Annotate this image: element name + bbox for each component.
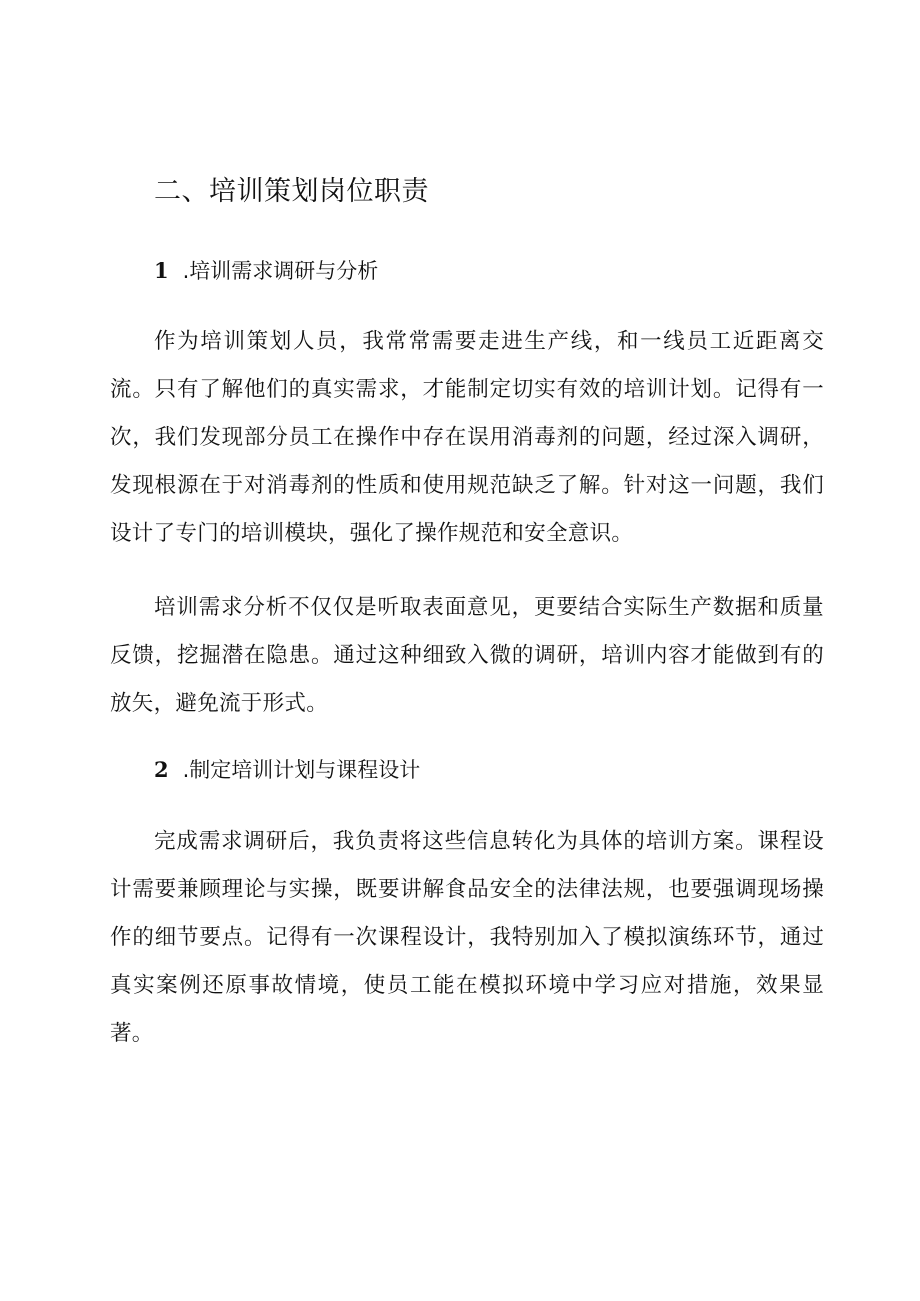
subsection-title-1: .培训需求调研与分析: [182, 259, 379, 283]
subsection-number-2: 2: [154, 757, 169, 782]
subsection-heading-2: [154, 757, 420, 783]
paragraph-needs-research: 作为培训策划人员，我常常需要走进生产线，和一线员工近距离交流。只有了解他们的真实需求，才能制定切实有效的培训计划。记得有一次，我们发现部分员工在操作中存在误用消毒剂的问题，经过深入调研，发现根源在于对消毒剂的性质和使用规范缺乏了解。针对这一问题，我们设计了专门的培训模块，强化了操作规范和安全意识。: [110, 329, 824, 546]
subsection-number-1: 1: [154, 258, 169, 283]
section-title: 二、培训策划岗位职责: [154, 176, 429, 207]
subsection-title-2: .制定培训计划与课程设计: [182, 758, 421, 782]
paragraph-course-design: 完成需求调研后，我负责将这些信息转化为具体的培训方案。课程设计需要兼顾理论与实操，既要讲解食品安全的法律法规，也要强调现场操作的细节要点。记得有一次课程设计，我特别加入了模拟演练环节，通过真实案例还原事故情境，使员工能在模拟环境中学习应对措施，效果显著。: [110, 829, 824, 1046]
paragraph-needs-analysis: 培训需求分析不仅仅是听取表面意见，更要结合实际生产数据和质量反馈，挖掘潜在隐患。通过这种细致入微的调研，培训内容才能做到有的放矢，避免流于形式。: [110, 595, 824, 716]
subsection-heading-1: [154, 258, 378, 284]
